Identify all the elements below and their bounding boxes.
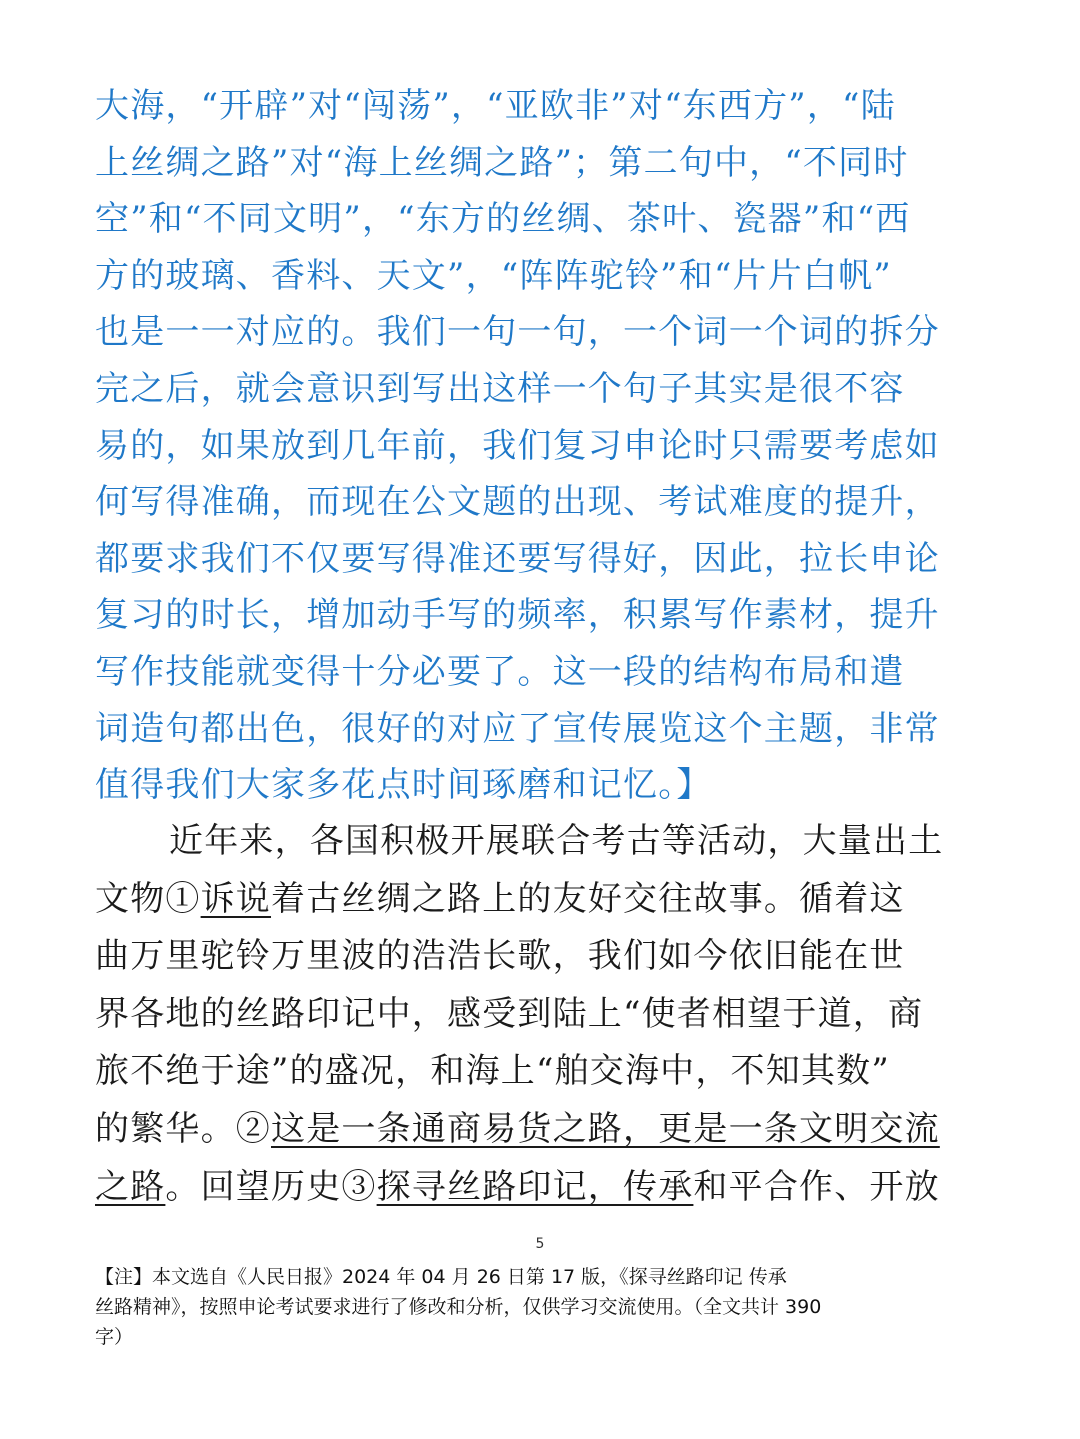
- article-line: 近年来，各国积极开展联合考古等活动，大量出土: [169, 821, 944, 861]
- commentary-line: 词造句都出色，很好的对应了宣传展览这个主题，非常: [95, 708, 940, 749]
- underlined-phrase: 诉说: [200, 878, 272, 919]
- commentary-line: 上丝绸之路”对“海上丝绸之路”；第二句中，“不同时: [95, 142, 909, 183]
- article-text: 。回望历史③: [165, 1166, 377, 1207]
- commentary-line: 复习的时长，增加动手写的频率，积累写作素材，提升: [95, 595, 940, 636]
- commentary-line: 值得我们大家多花点时间琢磨和记忆。】: [95, 765, 712, 806]
- footnote-line: 丝路精神》，按照申论考试要求进行了修改和分析，仅供学习交流使用。（全文共计 390: [95, 1296, 822, 1318]
- commentary-line: 也是一一对应的。我们一句一句，一个词一个词的拆分: [95, 312, 940, 353]
- commentary-line: 大海，“开辟”对“闯荡”，“亚欧非”对“东西方”，“陆: [95, 86, 896, 126]
- commentary-line: 都要求我们不仅要写得准还要写得好，因此，拉长申论: [95, 538, 940, 579]
- commentary-line: 空”和“不同文明”，“东方的丝绸、茶叶、瓷器”和“西: [95, 199, 911, 240]
- article-text: 的繁华。②: [95, 1108, 271, 1149]
- underlined-phrase: 之路: [95, 1166, 166, 1207]
- commentary-line: 易的，如果放到几年前，我们复习申论时只需要考虑如: [95, 425, 940, 466]
- article-line: [95, 1101, 990, 1159]
- article-text: 和平合作、开放: [693, 1166, 940, 1207]
- article-line: 界各地的丝路印记中，感受到陆上“使者相望于道，商: [95, 993, 924, 1034]
- footnote-line: 字）: [95, 1326, 134, 1348]
- article-line: [95, 1159, 990, 1217]
- commentary-line: 何写得准确，而现在公文题的出现、考试难度的提升，: [95, 482, 940, 523]
- article-text: 文物①: [95, 878, 201, 919]
- commentary-line: 方的玻璃、香料、天文”，“阵阵驼铃”和“片片白帆”: [95, 255, 892, 296]
- article-line: 旅不绝于途”的盛况，和海上“舶交海中，不知其数”: [95, 1051, 890, 1092]
- page-number: 5: [535, 1236, 545, 1252]
- article-paragraph: [95, 813, 990, 1216]
- article-line: 曲万里驼铃万里波的浩浩长歌，我们如今依旧能在世: [95, 936, 905, 977]
- article-text: 着古丝绸之路上的友好交往故事。循着这: [271, 878, 905, 919]
- underlined-phrase: 探寻丝路印记，传承: [376, 1166, 694, 1207]
- footnote-line: 【注】本文选自《人民日报》2024 年 04 月 26 日第 17 版，《探寻丝路印记 传承: [95, 1266, 787, 1288]
- underlined-phrase: 这是一条通商易货之路，更是一条文明交流: [271, 1108, 940, 1149]
- footnote: [95, 1262, 990, 1352]
- commentary-line: 写作技能就变得十分必要了。这一段的结构布局和遣: [95, 651, 905, 692]
- commentary-line: 完之后，就会意识到写出这样一个句子其实是很不容: [95, 368, 905, 409]
- article-line: [95, 871, 990, 929]
- commentary-block: [95, 78, 990, 814]
